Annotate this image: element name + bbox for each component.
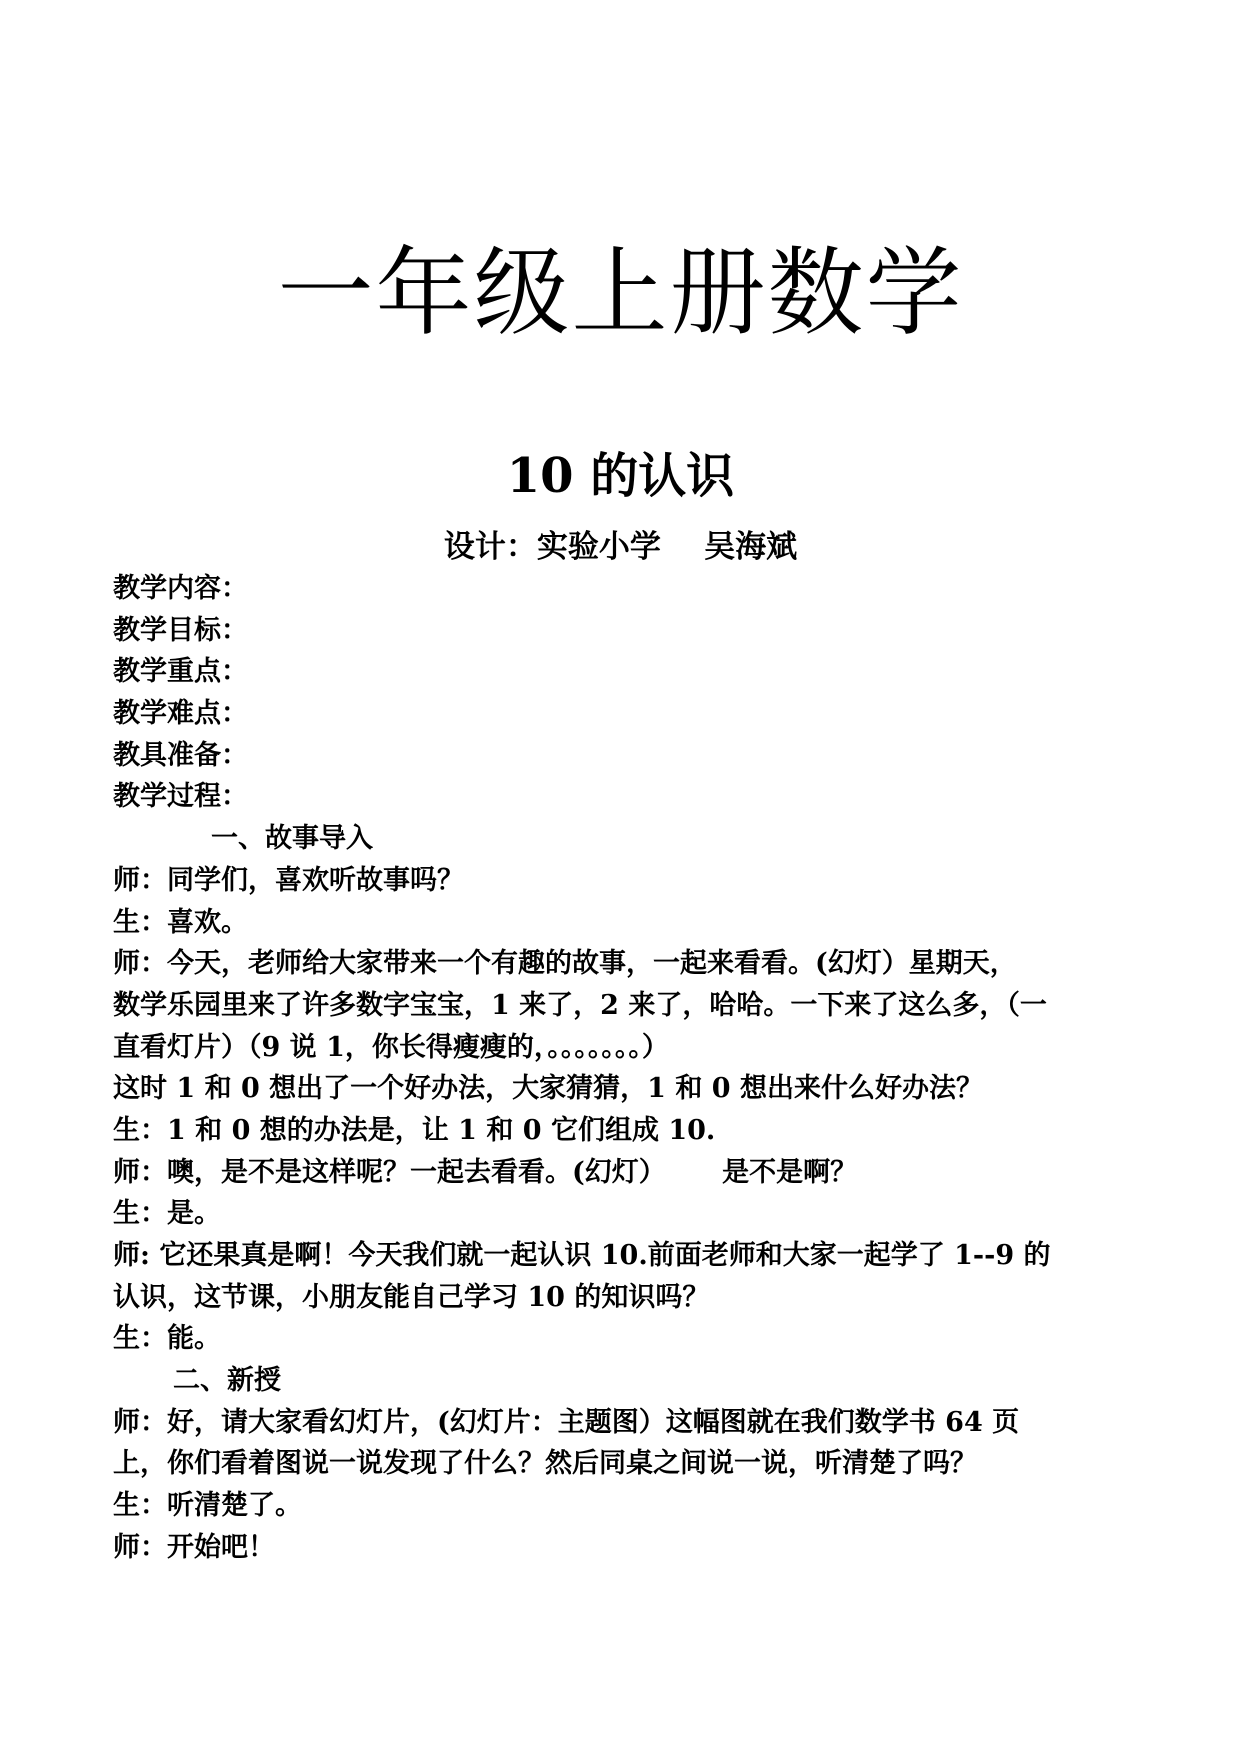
section-heading-story-intro: 一、故事导入: [211, 823, 373, 855]
dialogue-line: 生：1 和 0 想的办法是，让 1 和 0 它们组成 10.: [113, 1114, 716, 1146]
dialogue-line: 师: 它还果真是啊！今天我们就一起认识 10.前面老师和大家一起学了 1--9 的: [113, 1240, 1051, 1271]
field-teaching-difficulty: 教学难点：: [113, 698, 248, 730]
dialogue-line: 生：是。: [113, 1198, 221, 1230]
section-heading-new-lesson: 二、新授: [173, 1365, 281, 1397]
main-title: 一年级上册数学: [277, 237, 964, 349]
designer-line: 设计：实验小学 吴海斌: [443, 529, 798, 565]
dialogue-line: 生：能。: [113, 1323, 221, 1355]
dialogue-line: 师：开始吧！: [113, 1531, 275, 1563]
field-teaching-content: 教学内容：: [113, 573, 248, 604]
dialogue-line: 上，你们看着图说一说发现了什么？然后同桌之间说一说，听清楚了吗？: [113, 1448, 977, 1480]
dialogue-line: 生：喜欢。: [113, 906, 248, 938]
dialogue-line: 认识，这节课，小朋友能自己学习 10 的知识吗？: [113, 1281, 710, 1313]
field-teaching-objective: 教学目标：: [113, 614, 248, 646]
dialogue-line: 师：同学们，喜欢听故事吗？: [113, 864, 464, 896]
dialogue-line: 生：听清楚了。: [113, 1490, 302, 1522]
dialogue-line: 师：好，请大家看幻灯片，(幻灯片：主题图）这幅图就在我们数学书 64 页: [113, 1406, 1020, 1438]
lesson-body: [113, 568, 1133, 1569]
dialogue-line: 数学乐园里来了许多数字宝宝，1 来了，2 来了，哈哈。一下来了这么多，（一: [113, 989, 1047, 1021]
dialogue-line: 直看灯片）（9 说 1，你长得瘦瘦的，。。。。。。。）: [113, 1031, 669, 1063]
dialogue-line: 这时 1 和 0 想出了一个好办法，大家猜猜，1 和 0 想出来什么好办法？: [113, 1073, 983, 1105]
field-teaching-focus: 教学重点：: [113, 656, 248, 688]
dialogue-line: 师：噢，是不是这样呢？一起去看看。(幻灯） 是不是啊？: [113, 1156, 858, 1188]
dialogue-line: 师：今天，老师给大家带来一个有趣的故事，一起来看看。(幻灯）星期天，: [113, 948, 1017, 980]
field-teaching-aids: 教具准备：: [113, 739, 248, 771]
field-teaching-process: 教学过程：: [113, 781, 248, 813]
lesson-title: 10 的认识: [506, 448, 735, 504]
